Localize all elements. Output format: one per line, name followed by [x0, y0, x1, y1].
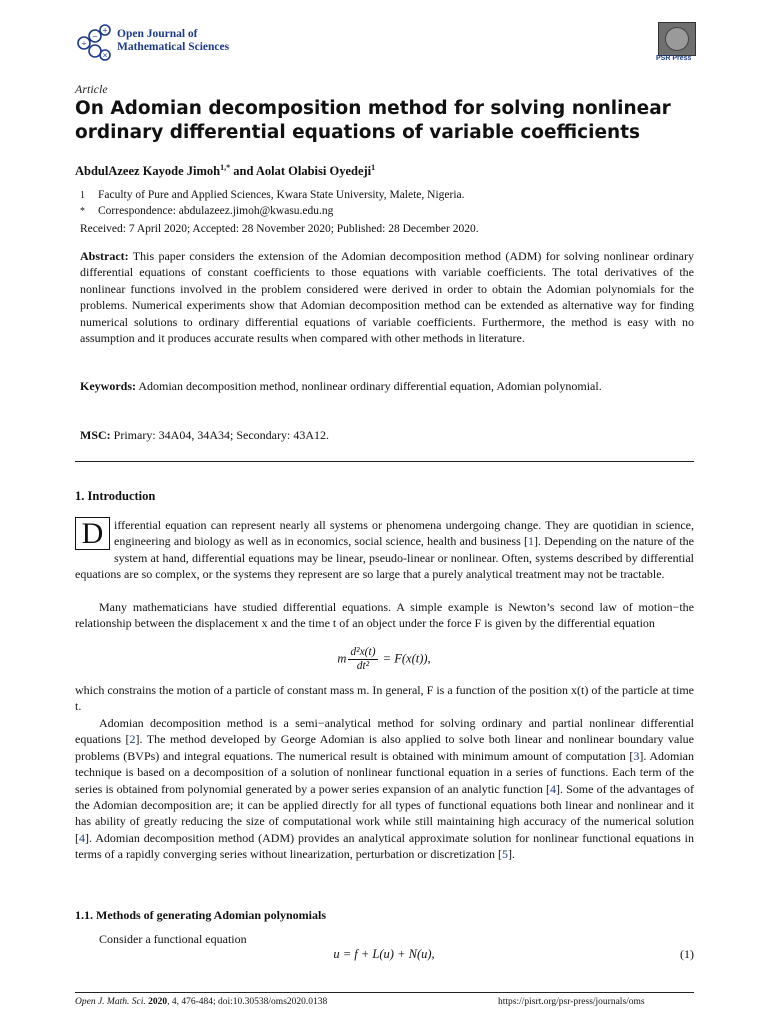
- paragraph-text: ]. Depending on the nature of the system at hand, differential equations may be linear, pseudo-linear or nonlinear. Often, systems described by differential equations are so complex, or the systems they represent are so large that a purely analytical treatment may not be tractable.: [75, 534, 694, 582]
- journal-logo-icon: [74, 24, 114, 62]
- svg-text:÷: ÷: [81, 39, 87, 48]
- equation-fraction: [348, 646, 377, 673]
- author-name: AbdulAzeez Kayode Jimoh: [75, 164, 221, 179]
- publication-dates: Received: 7 April 2020; Accepted: 28 November 2020; Published: 28 December 2020.: [80, 223, 479, 235]
- abstract-label: Abstract:: [80, 249, 129, 263]
- intro-paragraph-2: Many mathematicians have studied differential equations. A simple example is Newton’s second law of motion−the relationship between the displacement x and the time t of an object under the force F is given by the differential equation: [75, 600, 694, 631]
- keywords-text: Adomian decomposition method, nonlinear ordinary differential equation, Adomian polynomial.: [138, 379, 602, 393]
- abstract-text: This paper considers the extension of the Adomian decomposition method (ADM) for solving nonlinear ordinary differential equations of constant coefficients to those equations with variable coefficients. The total derivatives of the nonlinear functions involved in the problem considered were derived in order to obtain the Adomian polynomials for the problems. Numerical experiments show that Adomian decomposition method can be extended as alternative way for finding numerical solutions to ordinary differential equations of variable coefficients. Furthermore, the method is easy with no assumption and it produces accurate results when compared with other methods in literature.: [80, 249, 694, 346]
- author-affiliation-mark: 1,*: [220, 163, 231, 172]
- footer-url-link[interactable]: https://pisrt.org/psr-press/journals/oms: [498, 997, 645, 1007]
- author-affiliation-mark: 1: [371, 163, 376, 172]
- affiliation-mark: *: [80, 206, 85, 217]
- citation-link[interactable]: 4: [79, 830, 85, 845]
- subsection-paragraph: Consider a functional equation: [99, 932, 247, 946]
- journal-name-line1: Open Journal of: [117, 28, 198, 40]
- correspondence-line: [80, 205, 333, 217]
- paragraph-text: ]. Some of the advantages of the Adomian decomposition are; it can be applied directly for all types of functional equations both linear and nonlinear and it has ability of greatly reducing the size of computational work while still maintaining high accuracy of the numerical solution [: [75, 781, 694, 845]
- citation-link[interactable]: 1: [527, 534, 534, 549]
- msc-label: MSC:: [80, 428, 111, 442]
- footer-doi: , 4, 476-484; doi:10.30538/oms2020.0138: [167, 997, 328, 1007]
- citation-link[interactable]: 2: [129, 732, 136, 747]
- drop-cap: D: [75, 517, 110, 550]
- footer-citation: [75, 997, 327, 1007]
- footer-year: 2020: [148, 997, 168, 1007]
- section-heading: 1. Introduction: [75, 489, 156, 503]
- msc-text: Primary: 34A04, 34A34; Secondary: 43A12.: [113, 428, 329, 442]
- journal-name-line2: Mathematical Sciences: [117, 41, 230, 53]
- footer-divider: [75, 992, 694, 993]
- keywords: [80, 378, 694, 394]
- paragraph-text: ]. Adomian decomposition method (ADM) provides an analytical approximate solution for nonlinear functional equations in terms of a rapidly converging series without linearization, perturbation or discretization [: [75, 830, 694, 862]
- affiliation-text: Faculty of Pure and Applied Sciences, Kwara State University, Malete, Nigeria.: [98, 189, 465, 201]
- author-list: [75, 163, 375, 179]
- footer-journal: Open J. Math. Sci.: [75, 997, 146, 1007]
- publisher-logo-icon: [658, 22, 696, 56]
- paper-title: On Adomian decomposition method for solving nonlinear ordinary differential equations of variable coefficients: [75, 98, 671, 143]
- svg-text:×: ×: [102, 51, 108, 60]
- paragraph-text: ].: [507, 847, 515, 862]
- citation-link[interactable]: 4: [549, 781, 556, 796]
- fraction-denominator: dt²: [356, 660, 370, 672]
- equation-number: (1): [680, 947, 694, 961]
- affiliation-line: [80, 189, 465, 201]
- author-conjunction: and: [230, 164, 256, 179]
- paragraph-text: ifferential equation can represent nearly all systems or phenomena undergoing change. They are quotidian in science, engineering and biology as well as in economics, social science, health and business [: [114, 518, 694, 549]
- publisher-name: PSR Press: [656, 55, 692, 62]
- paragraph-text: ]. The method developed by George Adomian is also applied to solve both linear and nonlinear boundary value problems (BVPs) and integral equations. The numerical result is obtained with minimum amount of computation [: [75, 732, 694, 763]
- equation-functional: u = f + L(u) + N(u),: [333, 947, 435, 961]
- affiliation-mark: 1: [80, 190, 85, 201]
- svg-text:+: +: [102, 26, 108, 35]
- paragraph-text: ]. Adomian technique is based on a decomposition of a solution of nonlinear functional equation in a series of functions. Each term of the series is obtained from polynomial generated by a power series expansion of an analytic function [: [75, 748, 694, 796]
- fraction-numerator: d²x(t): [350, 646, 376, 658]
- intro-paragraph-4: [75, 715, 694, 863]
- subsection-heading: 1.1. Methods of generating Adomian polynomials: [75, 908, 327, 922]
- citation-link[interactable]: 5: [501, 847, 508, 862]
- svg-text:−: −: [92, 32, 98, 41]
- paragraph-text: Adomian decomposition method is a semi−analytical method for solving ordinary and partial nonlinear differential equations [: [75, 716, 694, 747]
- equation-newton: [0, 646, 768, 673]
- citation-link[interactable]: 3: [633, 748, 640, 763]
- equation-term: m: [337, 651, 347, 666]
- equation-term: = F(x(t)),: [379, 651, 431, 666]
- msc-classification: [80, 427, 694, 443]
- section-divider: [75, 461, 694, 462]
- article-type-label: Article: [75, 82, 108, 96]
- correspondence-text[interactable]: Correspondence: abdulazeez.jimoh@kwasu.edu.ng: [98, 205, 334, 217]
- author-name: Aolat Olabisi Oyedeji: [255, 164, 372, 179]
- journal-name[interactable]: [117, 28, 229, 54]
- keywords-label: Keywords:: [80, 379, 136, 393]
- intro-paragraph-1: [75, 517, 694, 583]
- intro-paragraph-3: which constrains the motion of a particle of constant mass m. In general, F is a function of the position x(t) of the particle at time t.: [75, 683, 694, 714]
- abstract: [80, 248, 694, 346]
